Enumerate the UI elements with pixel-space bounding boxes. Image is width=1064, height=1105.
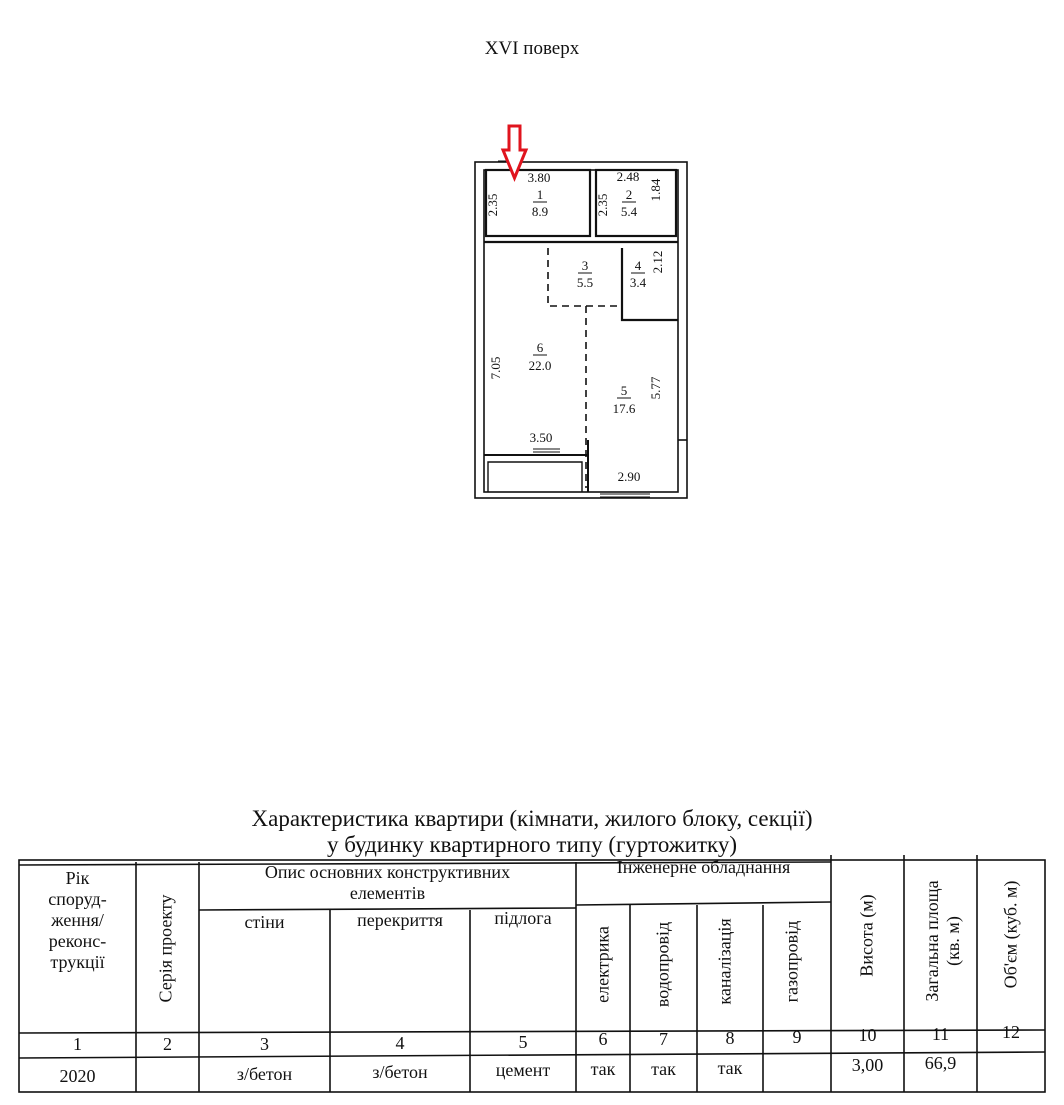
table-title-line2: у будинку квартирного типу (гуртожитку)	[326, 832, 738, 857]
cell-water: так	[651, 1059, 676, 1079]
header-floors: перекриття	[357, 910, 443, 930]
header-gas: газопровід	[781, 920, 802, 1003]
room-5-num: 5	[620, 383, 628, 398]
col-num-10: 10	[858, 1025, 877, 1045]
col-num-11: 11	[931, 1024, 950, 1044]
dim-2-90: 2.90	[617, 469, 641, 484]
dim-1-84: 1.84	[648, 178, 663, 202]
col-num-2: 2	[163, 1034, 172, 1054]
room-4-num: 4	[634, 258, 642, 273]
header-year: Рік споруд- ження/ реконс- трукції	[48, 868, 107, 972]
col-num-7: 7	[659, 1029, 668, 1049]
cell-walls: з/бетон	[236, 1064, 293, 1084]
cell-area: 66,9	[924, 1053, 957, 1073]
header-flooring: підлога	[494, 908, 552, 928]
room-3-num: 3	[581, 258, 589, 273]
col-num-9: 9	[792, 1027, 802, 1047]
room-5-area: 17.6	[612, 401, 636, 416]
dim-5-77: 5.77	[648, 376, 663, 400]
table-title-line1: Характеристика квартири (кімнати, жилого блоку, секції)	[251, 806, 813, 831]
col-num-4: 4	[395, 1033, 405, 1053]
header-water: водопровід	[652, 921, 673, 1008]
room-3-area: 5.5	[576, 275, 594, 290]
cell-electric: так	[590, 1059, 616, 1079]
cell-floors: з/бетон	[372, 1062, 428, 1082]
col-num-1: 1	[73, 1034, 82, 1054]
cell-sewer: так	[717, 1058, 743, 1078]
dim-2-35-b: 2.35	[595, 193, 610, 217]
dim-3-80: 3.80	[527, 170, 551, 185]
dim-3-50: 3.50	[529, 430, 553, 445]
dim-2-12: 2.12	[650, 250, 665, 274]
header-volume: Об'єм (куб. м)	[1000, 880, 1021, 989]
room-2-area: 5.4	[620, 204, 638, 219]
header-structural: Опис основних конструктивних елементів	[264, 862, 511, 903]
header-sewer: каналізація	[714, 918, 735, 1005]
room-6-area: 22.0	[528, 358, 552, 373]
col-num-8: 8	[725, 1028, 735, 1048]
cell-height: 3,00	[851, 1055, 884, 1075]
floor-label: XVI поверх	[484, 38, 580, 59]
col-num-6: 6	[598, 1029, 608, 1049]
header-series: Серія проекту	[155, 894, 176, 1003]
header-walls: стіни	[244, 912, 285, 932]
col-num-5: 5	[518, 1032, 528, 1052]
dim-7-05: 7.05	[488, 356, 503, 380]
header-electric: електрика	[592, 926, 613, 1003]
room-1-area: 8.9	[531, 204, 549, 219]
cell-year: 2020	[59, 1066, 96, 1086]
header-area: Загальна площа (кв. м)	[922, 880, 963, 1002]
room-4-area: 3.4	[629, 275, 647, 290]
header-engineering: Інженерне обладнання	[616, 857, 791, 877]
cell-flooring: цемент	[495, 1060, 551, 1080]
col-num-12: 12	[1002, 1022, 1020, 1042]
room-6-num: 6	[536, 340, 544, 355]
room-2-num: 2	[625, 187, 633, 202]
dim-2-35-a: 2.35	[485, 193, 500, 217]
header-height: Висота (м)	[856, 894, 877, 977]
col-num-3: 3	[260, 1034, 269, 1054]
room-1-num: 1	[536, 187, 544, 202]
dim-2-48: 2.48	[616, 169, 640, 184]
